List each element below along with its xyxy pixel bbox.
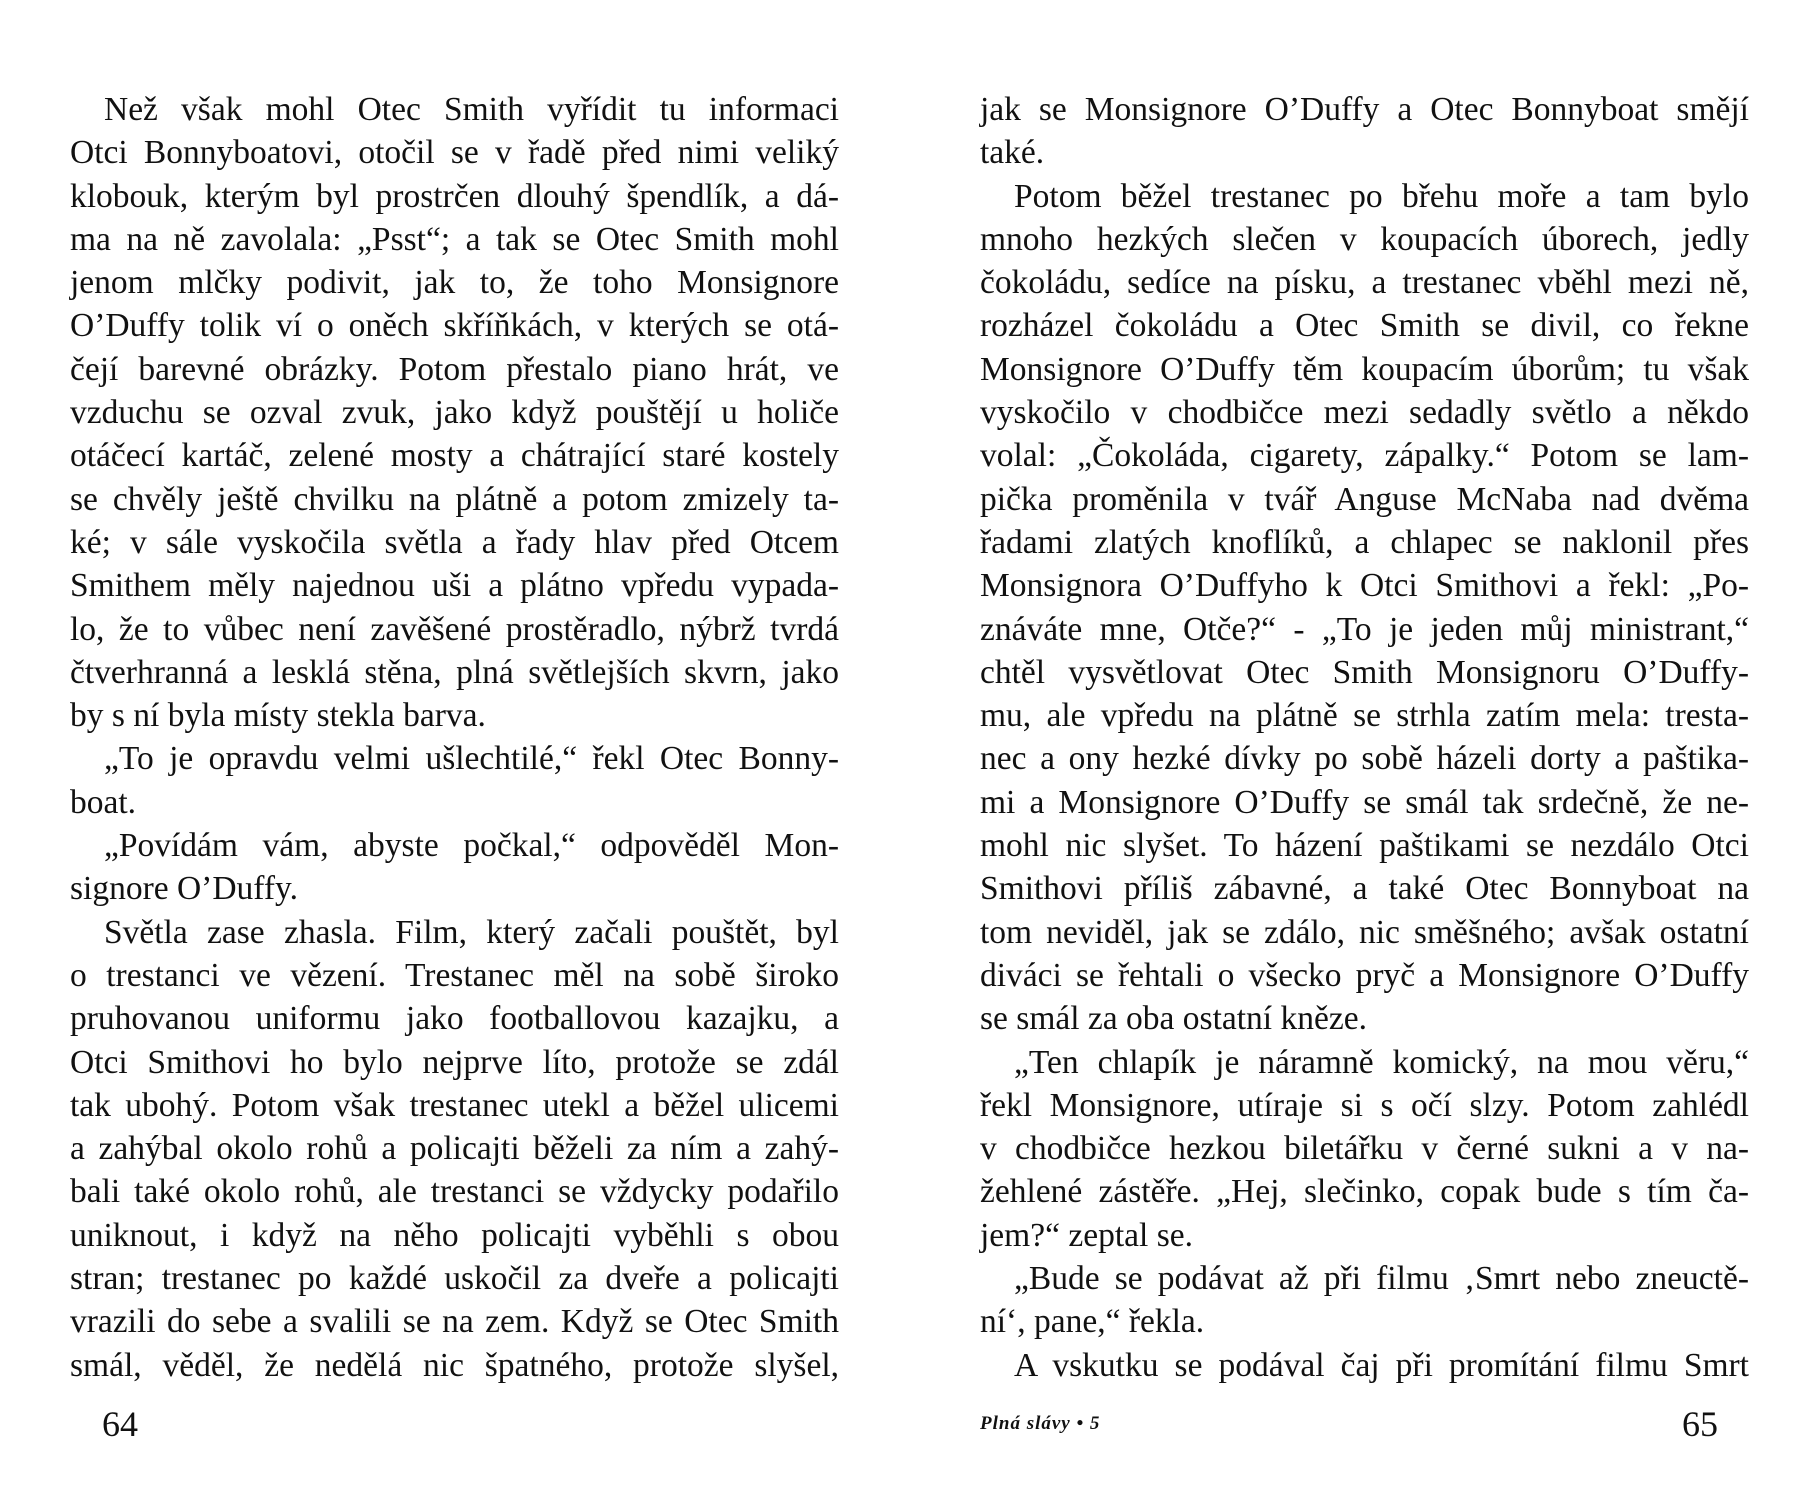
text-line: mu, ale vpředu na plátně se strhla zatím mela: tresta- — [980, 697, 1749, 735]
text-line: by s ní byla místy stekla barva. — [70, 697, 486, 735]
text-line: jenom mlčky podivit, jak to, že toho Monsignore — [70, 264, 839, 302]
text-line: „Povídám vám, abyste počkal,“ odpověděl Mon- — [104, 827, 839, 865]
text-line: žehlené zástěře. „Hej, slečinko, copak bude s tím ča- — [980, 1173, 1749, 1211]
text-line: smál, věděl, že nedělá nic špatného, protože slyšel, — [70, 1346, 839, 1384]
text-line: pruhovanou uniformu jako footballovou kazajku, a — [70, 1000, 839, 1038]
text-line: A vskutku se podával čaj při promítání filmu Smrt — [1014, 1346, 1749, 1384]
text-line: se chvěly ještě chvilku na plátně a potom zmizely ta- — [70, 480, 839, 518]
text-line: rozházel čokoládu a Otec Smith se divil, co řekne — [980, 307, 1749, 345]
text-line: v chodbičce hezkou biletářku v černé sukni a v na- — [980, 1130, 1749, 1168]
text-line: chtěl vysvětlovat Otec Smith Monsignoru O’Duffy- — [980, 653, 1749, 691]
text-line: boat. — [70, 783, 137, 821]
text-line: nec a ony hezké dívky po sobě házeli dorty a paštika- — [980, 740, 1749, 778]
text-line: a zahýbal okolo rohů a policajti běželi za ním a zahý- — [70, 1130, 839, 1168]
text-line: čokoládu, sedíce na písku, a trestanec vběhl mezi ně, — [980, 264, 1749, 302]
text-line: volal: „Čokoláda, cigarety, zápalky.“ Potom se lam- — [980, 437, 1749, 475]
text-line: jem?“ zeptal se. — [980, 1216, 1193, 1254]
printer-signature: Plná slávy • 5 — [980, 1413, 1101, 1434]
text-line: jak se Monsignore O’Duffy a Otec Bonnyboat smějí — [980, 91, 1749, 128]
text-line: diváci se řehtali o všecko pryč a Monsignore O’Duffy — [980, 956, 1749, 994]
text-line: pička proměnila v tvář Anguse McNaba nad dvěma — [980, 480, 1749, 518]
text-line: Otci Smithovi ho bylo nejprve líto, protože se zdál — [70, 1043, 839, 1081]
text-line: otáčecí kartáč, zelené mosty a chátrající staré kostely — [70, 437, 839, 475]
page-number-right: 65 — [1682, 1404, 1718, 1444]
text-line: ma na ně zavolala: „Psst“; a tak se Otec Smith mohl — [70, 220, 839, 258]
text-line: mohl nic slyšet. To házení paštikami se nezdálo Otci — [980, 827, 1749, 865]
text-line: o trestanci ve vězení. Trestanec měl na sobě široko — [70, 956, 839, 994]
text-line: „Bude se podávat až při filmu ‚Smrt nebo zneuctě- — [1014, 1260, 1749, 1298]
text-line: tak ubohý. Potom však trestanec utekl a běžel ulicemi — [70, 1086, 839, 1124]
text-line: Otci Bonnyboatovi, otočil se v řadě před nimi veliký — [70, 134, 839, 172]
text-line: uniknout, i když na něho policajti vyběhli s obou — [70, 1216, 839, 1254]
right-page-text — [980, 88, 1749, 1387]
text-line: klobouk, kterým byl prostrčen dlouhý špendlík, a dá- — [70, 177, 839, 215]
text-line: čtverhranná a lesklá stěna, plná světlejších skvrn, jako — [70, 653, 839, 691]
text-line: vyskočilo v chodbičce mezi sedadly světlo a někdo — [980, 394, 1749, 432]
text-line: ní‘, pane,“ řekla. — [980, 1303, 1205, 1341]
text-line: vrazili do sebe a svalili se na zem. Když se Otec Smith — [70, 1303, 839, 1341]
text-line: čejí barevné obrázky. Potom přestalo piano hrát, ve — [70, 350, 839, 388]
text-line: Světla zase zhasla. Film, který začali pouštět, byl — [104, 913, 839, 951]
text-line: Než však mohl Otec Smith vyřídit tu informaci — [104, 91, 839, 128]
text-line: „Ten chlapík je náramně komický, na mou věru,“ — [1014, 1043, 1749, 1081]
text-line: se smál za oba ostatní kněze. — [980, 1000, 1367, 1038]
text-line: signore O’Duffy. — [70, 870, 298, 908]
text-line: Smithovi příliš zábavné, a také Otec Bonnyboat na — [980, 870, 1749, 908]
text-line: stran; trestanec po každé uskočil za dveře a policajti — [70, 1260, 839, 1298]
text-line: řekl Monsignore, utíraje si s očí slzy. Potom zahlédl — [980, 1086, 1749, 1124]
page-number-left: 64 — [102, 1404, 138, 1444]
text-line: Smithem měly najednou uši a plátno vpředu vypada- — [70, 567, 839, 605]
left-page-text — [70, 88, 839, 1387]
text-line: znáváte mne, Otče?“ - „To je jeden můj ministrant,“ — [980, 610, 1749, 648]
text-line: tom neviděl, jak se zdálo, nic směšného; avšak ostatní — [980, 913, 1749, 951]
text-line: Potom běžel trestanec po břehu moře a tam bylo — [1014, 177, 1749, 215]
text-line: „To je opravdu velmi ušlechtilé,“ řekl Otec Bonny- — [104, 740, 839, 778]
text-line: bali také okolo rohů, ale trestanci se vždycky podařilo — [70, 1173, 839, 1211]
text-line: ké; v sále vyskočila světla a řady hlav před Otcem — [70, 523, 839, 561]
text-line: také. — [980, 134, 1045, 172]
text-line: mnoho hezkých slečen v koupacích úborech, jedly — [980, 220, 1749, 258]
text-line: řadami zlatých knoflíků, a chlapec se naklonil přes — [980, 523, 1749, 561]
text-line: Monsignora O’Duffyho k Otci Smithovi a řekl: „Po- — [980, 567, 1749, 605]
text-line: Monsignore O’Duffy těm koupacím úborům; tu však — [980, 350, 1749, 388]
text-line: lo, že to vůbec není zavěšené prostěradlo, nýbrž tvrdá — [70, 610, 839, 648]
text-line: vzduchu se ozval zvuk, jako když pouštějí u holiče — [70, 394, 839, 432]
text-line: O’Duffy tolik ví o oněch skříňkách, v kterých se otá- — [70, 307, 839, 345]
text-line: mi a Monsignore O’Duffy se smál tak srdečně, že ne- — [980, 783, 1749, 821]
